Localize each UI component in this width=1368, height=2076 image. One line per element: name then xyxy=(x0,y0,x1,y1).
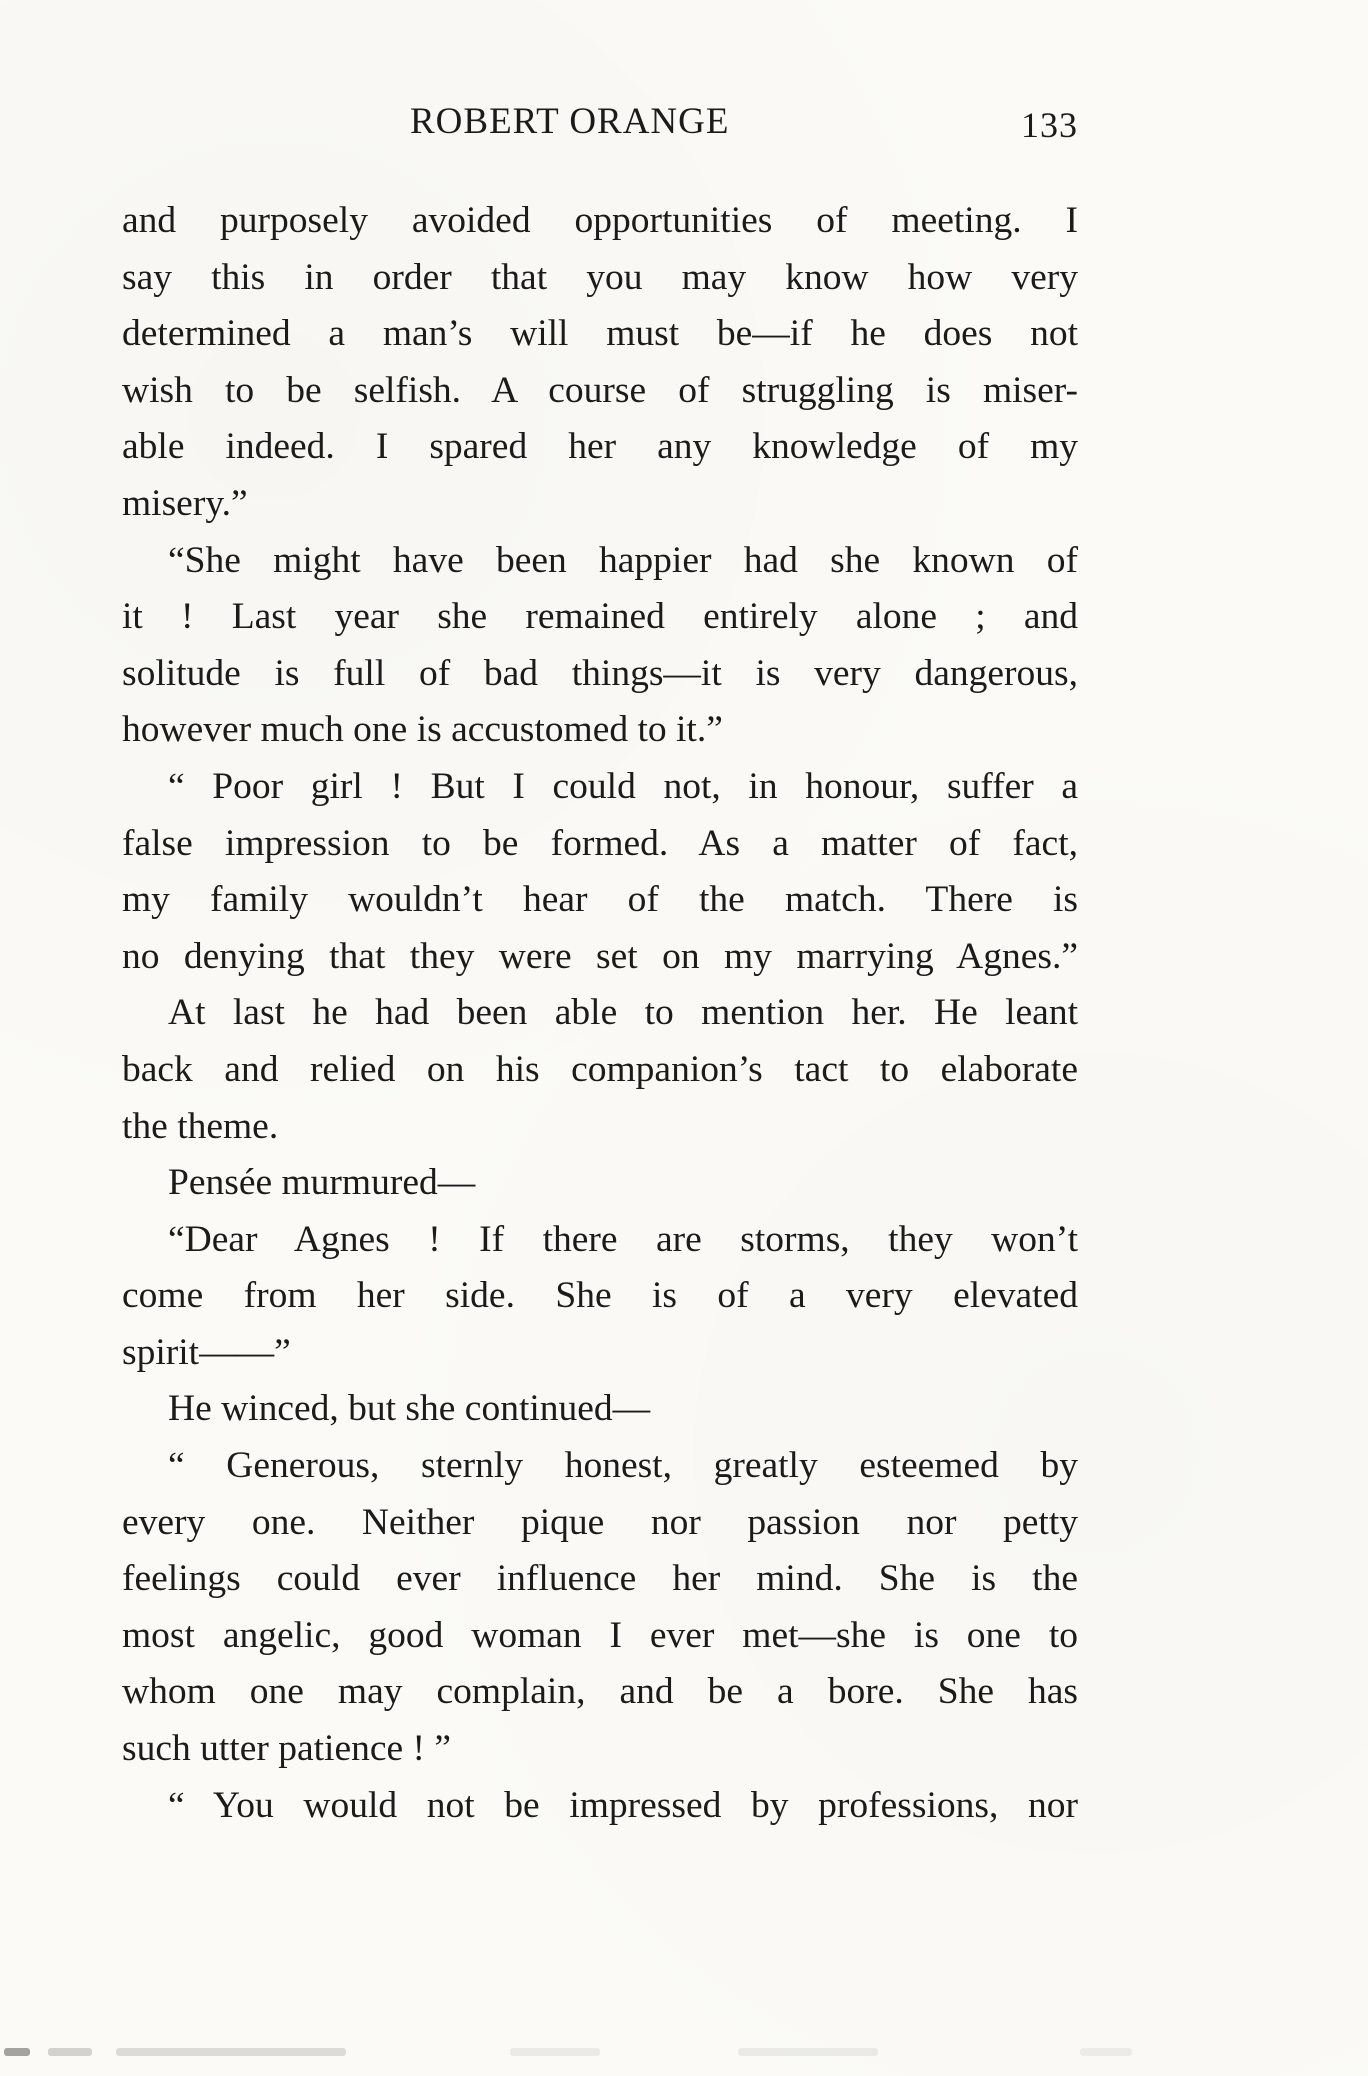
text-line: feelings could ever influence her mind. She is the xyxy=(122,1558,1078,1600)
text-line: it ! Last year she remained entirely alone ; and xyxy=(122,596,1078,638)
text-line: wish to be selfish. A course of struggling is miser- xyxy=(122,369,1078,411)
text-line: Pensée murmured— xyxy=(168,1162,476,1204)
scan-artifact xyxy=(738,2048,878,2056)
text-line: such utter patience ! ” xyxy=(122,1728,452,1770)
text-line: “She might have been happier had she known of xyxy=(168,539,1078,581)
text-line: “ Poor girl ! But I could not, in honour, suffer a xyxy=(168,765,1078,807)
scan-artifact xyxy=(116,2048,346,2056)
page-number: 133 xyxy=(1021,105,1078,145)
text-line: “Dear Agnes ! If there are storms, they won’t xyxy=(168,1218,1078,1260)
text-line: solitude is full of bad things—it is very dangerous, xyxy=(122,652,1078,694)
body-text xyxy=(122,193,1078,1834)
text-line: false impression to be formed. As a matter of fact, xyxy=(122,822,1078,864)
scan-artifact xyxy=(48,2048,92,2056)
running-title: ROBERT ORANGE xyxy=(410,101,730,142)
text-line: and purposely avoided opportunities of meeting. I xyxy=(122,200,1078,241)
scan-artifact xyxy=(4,2048,30,2056)
text-line: determined a man’s will must be—if he does not xyxy=(122,313,1078,355)
text-line: He winced, but she continued— xyxy=(168,1388,651,1430)
text-line: able indeed. I spared her any knowledge of my xyxy=(122,426,1078,468)
page-header xyxy=(122,100,1078,160)
text-line: At last he had been able to mention her. He leant xyxy=(168,992,1078,1034)
text-line: come from her side. She is of a very elevated xyxy=(122,1275,1078,1317)
text-line: however much one is accustomed to it.” xyxy=(122,709,723,751)
text-line: the theme. xyxy=(122,1105,279,1147)
text-line: every one. Neither pique nor passion nor petty xyxy=(122,1501,1078,1543)
text-line: most angelic, good woman I ever met—she is one to xyxy=(122,1614,1078,1656)
text-line: “ You would not be impressed by professions, nor xyxy=(168,1784,1078,1826)
text-line: no denying that they were set on my marrying Agnes.” xyxy=(122,935,1078,977)
text-line: say this in order that you may know how very xyxy=(122,256,1078,298)
scan-artifact xyxy=(510,2048,600,2056)
text-line: spirit——” xyxy=(122,1331,291,1373)
text-line: whom one may complain, and be a bore. She has xyxy=(122,1671,1078,1713)
text-line: “ Generous, sternly honest, greatly esteemed by xyxy=(168,1445,1078,1487)
text-line: my family wouldn’t hear of the match. There is xyxy=(122,879,1078,921)
text-line: misery.” xyxy=(122,482,248,524)
scan-artifact xyxy=(1080,2048,1132,2056)
text-line: back and relied on his companion’s tact to elaborate xyxy=(122,1048,1078,1090)
